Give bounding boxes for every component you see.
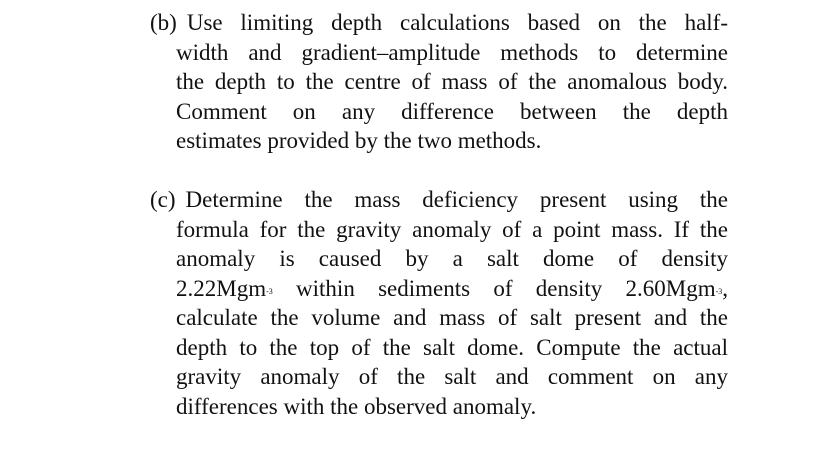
question-b-line-5: estimates provided by the two methods.: [176, 128, 542, 153]
question-c-line-2: formula for the gravity anomaly of a point mass. If the: [176, 216, 728, 242]
question-c: [150, 185, 728, 421]
question-c-label: (c): [150, 187, 176, 212]
question-c-line-4: [150, 274, 728, 304]
salt-density-exponent: -3: [266, 286, 273, 296]
question-c-text-4: within sediments of density: [296, 275, 603, 301]
question-c-line-5: calculate the volume and mass of salt present and the: [176, 305, 728, 330]
question-b-line-3: the depth to the centre of mass of the anomalous body.: [176, 69, 728, 94]
question-c-line-7: gravity anomaly of the salt and comment on any: [176, 364, 728, 389]
sediment-density-exponent: -3: [715, 286, 723, 296]
question-b: [150, 8, 728, 156]
question-b-line-2: width and gradient–amplitude methods to determine: [176, 39, 728, 65]
sediment-density-value: 2.60Mgm$^{-3}$,: [625, 275, 729, 301]
question-c-line-8: differences with the observed anomaly.: [176, 393, 537, 419]
question-c-line-1: [150, 185, 728, 215]
question-c-line-6: depth to the top of the salt dome. Compute the actual: [176, 334, 728, 360]
question-b-text-1: Use limiting depth calculations based on the half-: [186, 10, 728, 35]
question-b-label: (b): [150, 10, 177, 35]
question-c-line-3: anomaly is caused by a salt dome of density: [176, 246, 728, 271]
question-b-line-1: [150, 8, 728, 38]
question-b-line-4: Comment on any difference between the depth: [176, 98, 728, 124]
salt-density-value: 2.22Mgm$^{-3}$: [176, 275, 273, 301]
question-c-text-1: Determine the mass deficiency present using the: [185, 187, 728, 212]
